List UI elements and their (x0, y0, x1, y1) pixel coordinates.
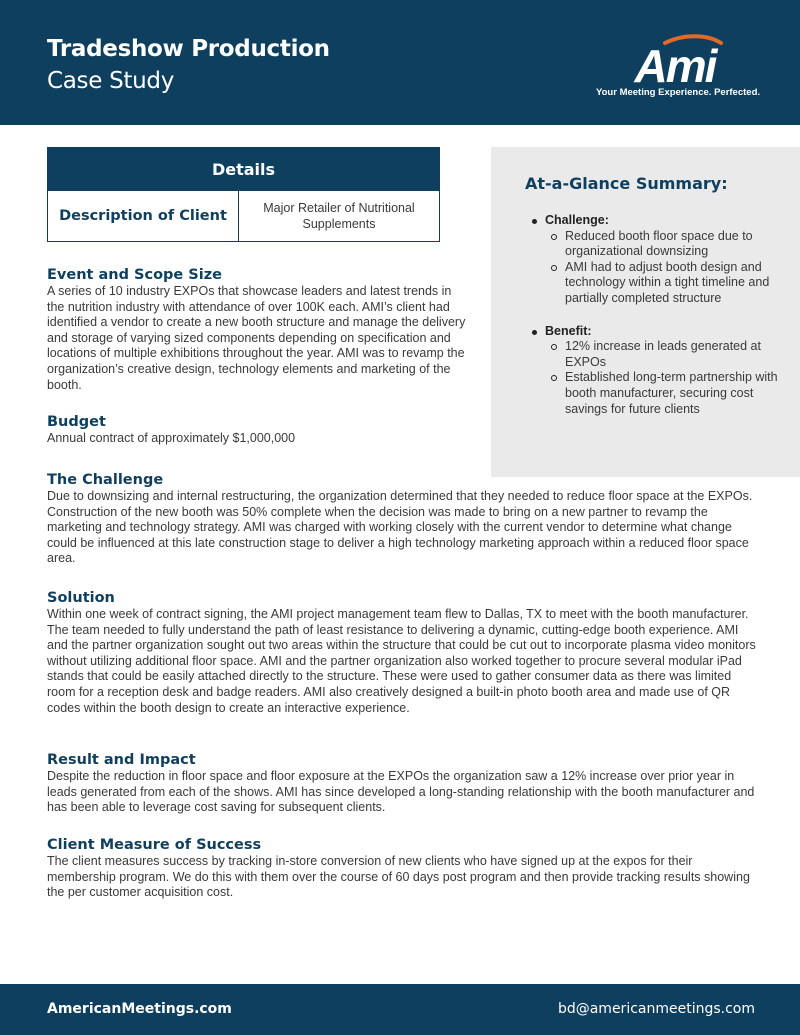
document-title: Tradeshow Production (47, 36, 330, 62)
summary-point: 12% increase in leads generated at EXPOs (545, 339, 796, 370)
summary-point: AMI had to adjust booth design and technology within a tight timeline and partially completed structure (545, 260, 796, 307)
budget-section (47, 413, 472, 447)
details-row (48, 191, 439, 241)
details-table (47, 147, 440, 242)
client-description-label: Description of Client (48, 191, 239, 241)
summary-benefit (531, 324, 796, 418)
challenge-heading: The Challenge (47, 472, 164, 488)
summary-point: Established long-term partnership with booth manufacturer, securing cost savings for future clients (545, 370, 796, 417)
logo-text: Ami (634, 40, 716, 86)
details-heading: Details (48, 148, 439, 191)
result-section (47, 751, 759, 816)
event-body: A series of 10 industry EXPOs that showcase leaders and latest trends in the nutrition industry with attendance of over 100K each. AMI’s client had identified a vendor to create a new booth structure and manage the delivery and storage of varying sized components depending on specification and locations of multiple exhibitions throughout the year. AMI was to revamp the organization’s creative design, technology elements and marketing of the booth. (47, 284, 466, 392)
ami-logo (625, 34, 725, 86)
challenge-section (47, 471, 759, 567)
tagline: Your Meeting Experience. Perfected. (596, 87, 761, 98)
solution-body: Within one week of contract signing, the AMI project management team flew to Dallas, TX to meet with the booth manufacturer. The team needed to fully understand the path of least resistance to delivering a dynamic, cutting-edge booth experience. AMI and the partner organization sought out two areas within the structure that could be cut out to incorporate plasma video monitors without utilizing additional floor space. AMI and the partner organization also worked together to procure several modular iPad stands that could be easily attached directly to the structure. These were used to gather consumer data as there was limited room for a reception desk and badge readers. AMI also creatively designed a built-in photo booth area and made use of QR codes within the booth design to create an interactive experience. (47, 607, 756, 715)
budget-body: Annual contract of approximately $1,000,000 (47, 431, 296, 445)
summary-challenge (531, 213, 796, 307)
email-link[interactable]: bd@americanmeetings.com (557, 1001, 755, 1017)
summary-benefit-label: Benefit: (545, 323, 592, 338)
client-description-value: Major Retailer of Nutritional Supplements (263, 201, 415, 231)
summary-point: Reduced booth floor space due to organizational downsizing (545, 229, 796, 260)
budget-heading: Budget (47, 414, 106, 430)
event-section (47, 266, 472, 393)
measure-section (47, 836, 759, 901)
footer-banner (0, 984, 800, 1035)
challenge-body: Due to downsizing and internal restructuring, the organization determined that they needed to reduce floor space at the EXPOs. Construction of the new booth was 50% complete when the decision was made to bring on a new partner to revamp the marketing and technology strategy. AMI was charged with working closely with the current vendor to determine what change could be influenced at this late construction stage to deliver a high technology marketing approach within a reduced floor space area. (47, 489, 753, 566)
website-link[interactable]: AmericanMeetings.com (47, 1001, 232, 1017)
summary-list (531, 213, 796, 417)
event-heading: Event and Scope Size (47, 267, 222, 283)
result-heading: Result and Impact (47, 752, 196, 768)
measure-heading: Client Measure of Success (47, 837, 262, 853)
summary-title: At-a-Glance Summary: (525, 174, 728, 193)
solution-section (47, 589, 759, 716)
header-banner (0, 0, 800, 125)
result-body: Despite the reduction in floor space and floor exposure at the EXPOs the organization saw a 12% increase over prior year in leads generated from each of the shows. AMI has since developed a long-standing relationship with the booth manufacturer and has been able to leverage cost saving for subsequent clients. (47, 769, 755, 815)
summary-challenge-label: Challenge: (545, 213, 609, 227)
document-subtitle: Case Study (47, 68, 175, 94)
measure-body: The client measures success by tracking in-store conversion of new clients who have signed up at the expos for their membership program. We do this with them over the course of 60 days post program and then provide tracking results showing the per customer acquisition cost. (47, 854, 750, 900)
solution-heading: Solution (47, 590, 115, 606)
summary-panel (491, 147, 800, 477)
